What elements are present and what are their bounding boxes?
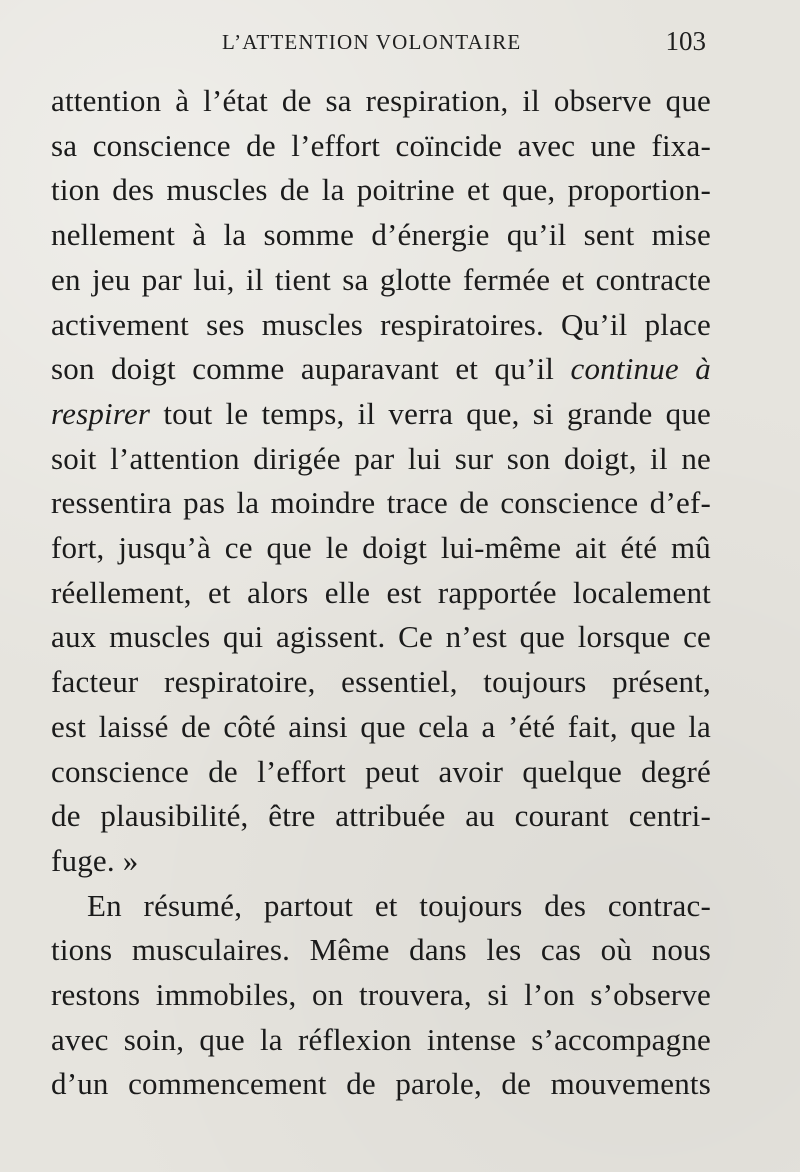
text-line-8-italic: respirer (51, 395, 151, 431)
text-line-8 (51, 392, 711, 437)
text-line-12: réellement, et alors elle est rapportée localement (51, 574, 711, 610)
text-line-8-roman: tout le temps, il verra que, si grande que (163, 395, 712, 431)
text-line-20: tions musculaires. Même dans les cas où nous (51, 932, 711, 968)
text-line-3: tion des muscles de la poitrine et que, proportion- (51, 172, 711, 208)
text-line-21: restons immobiles, on trouvera, si l’on s’observe (51, 977, 711, 1013)
text-line-5: en jeu par lui, il tient sa glotte fermée et contracte (51, 261, 711, 297)
text-line-7-italic: continue à (570, 351, 711, 387)
text-line-14: facteur respiratoire, essentiel, toujours présent, (51, 664, 711, 700)
text-line-11: fort, jusqu’à ce que le doigt lui-même ait été mû (51, 530, 711, 566)
text-line-18: fuge. » (51, 842, 139, 878)
text-line-9: soit l’attention dirigée par lui sur son doigt, il ne (51, 440, 711, 476)
text-line-2: sa conscience de l’effort coïncide avec une fixa- (51, 127, 711, 163)
text-line-19: En résumé, partout et toujours des contrac- (87, 887, 711, 923)
running-title: L’ATTENTION VOLONTAIRE (222, 30, 522, 54)
text-line-4: nellement à la somme d’énergie qu’il sent mise (51, 217, 711, 253)
text-line-10: ressentira pas la moindre trace de conscience d’ef- (51, 485, 711, 521)
running-header (52, 26, 706, 60)
text-line-23: d’un commencement de parole, de mouvements (51, 1066, 711, 1102)
text-line-6: activement ses muscles respiratoires. Qu’il place (51, 306, 711, 342)
text-line-13: aux muscles qui agissent. Ce n’est que lorsque ce (51, 619, 711, 655)
body-text (51, 79, 711, 1107)
text-line-22: avec soin, que la réflexion intense s’accompagne (51, 1021, 711, 1057)
page-number: 103 (665, 26, 706, 56)
text-line-16: conscience de l’effort peut avoir quelque degré (51, 753, 711, 789)
text-line-7 (51, 347, 711, 392)
text-line-15: est laissé de côté ainsi que cela a ’été fait, que la (51, 708, 711, 744)
text-line-1: attention à l’état de sa respiration, il observe que (51, 83, 711, 118)
text-line-7-roman: son doigt comme auparavant et qu’il (51, 351, 555, 387)
text-line-17: de plausibilité, être attribuée au courant centri- (51, 798, 711, 834)
